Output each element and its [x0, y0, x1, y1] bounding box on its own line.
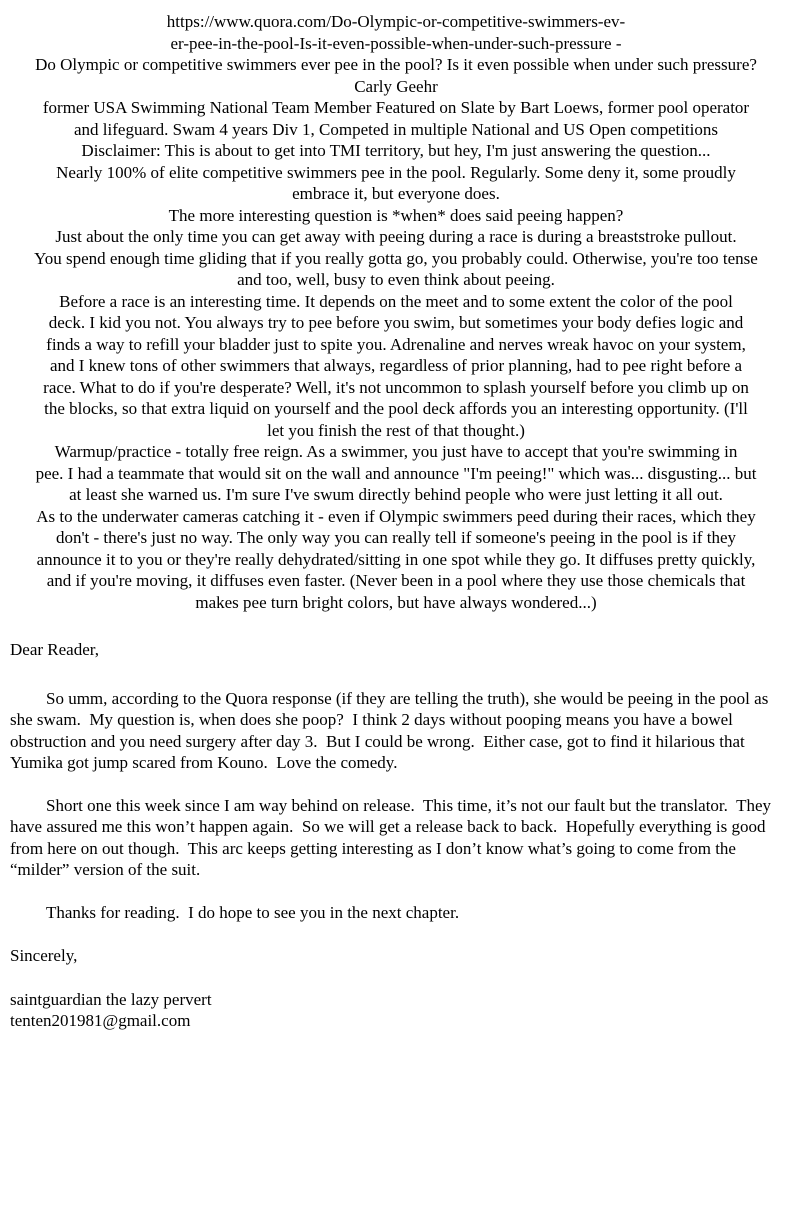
quote-body-line: at least she warned us. I'm sure I've swum directly behind people who were just letting it all out. [69, 485, 723, 504]
quote-body-line: and too, well, busy to even think about peeing. [237, 270, 555, 289]
quote-body-line: deck. I kid you not. You always try to pee before you swim, but sometimes your body defies logic and [48, 313, 744, 332]
quote-body-line: and I knew tons of other swimmers that always, regardless of prior planning, had to pee right before a [49, 356, 743, 375]
quote-body-line: let you finish the rest of that thought.) [267, 420, 525, 440]
signature-name: saintguardian the lazy pervert [10, 989, 212, 1009]
letter-paragraph-reaction: So umm, according to the Quora response (if they are telling the truth), she would be peeing in the pool as she swam. My question is, when does she poop? I think 2 days without pooping means you have a bowel obstruction and you need surgery after day 3. But I could be wrong. Either case, got to find it hilarious that Yumika got jump scared from Kouno. Love the comedy. [10, 688, 773, 772]
quote-body-line: Warmup/practice - totally free reign. As a swimmer, you just have to accept that you're swimming in [54, 442, 738, 461]
quote-body-line: pee. I had a teammate that would sit on the wall and announce "I'm peeing!" which was... disgusting... but [35, 463, 757, 483]
quote-body-line: You spend enough time gliding that if you really gotta go, you probably could. Otherwise, you're too tense [34, 248, 758, 268]
letter-paragraph-thanks: Thanks for reading. I do hope to see you in the next chapter. [46, 902, 460, 922]
quote-body-line: Nearly 100% of elite competitive swimmers pee in the pool. Regularly. Some deny it, some proudly [56, 162, 736, 182]
quote-body-line: Before a race is an interesting time. It depends on the meet and to some extent the color of the pool [59, 291, 733, 311]
quote-author-name: Carly Geehr [354, 76, 438, 96]
signature-email: tenten201981@gmail.com [10, 1011, 191, 1030]
quote-body-line: don't - there's just no way. The only way you can really tell if someone's peeing in the pool is if they [55, 528, 737, 547]
quote-body-line: makes pee turn bright colors, but have always wondered...) [195, 592, 597, 612]
quote-body-line: As to the underwater cameras catching it - even if Olympic swimmers peed during their races, which they [36, 506, 756, 526]
quote-source-url-line-1: https://www.quora.com/Do-Olympic-or-competitive-swimmers-ev- [166, 12, 626, 31]
quote-body-line: The more interesting question is *when* does said peeing happen? [168, 205, 624, 225]
quote-body-line: race. What to do if you're desperate? Well, it's not uncommon to splash yourself before you climb up on [43, 377, 749, 397]
quote-body-line: embrace it, but everyone does. [292, 184, 500, 203]
quote-body-line: finds a way to refill your bladder just to spite you. Adrenaline and nerves wreak havoc on your system, [46, 334, 746, 354]
translator-letter [6, 639, 786, 1032]
quote-body-line: Disclaimer: This is about to get into TMI territory, but hey, I'm just answering the question... [81, 141, 711, 160]
letter-paragraph-release-note: Short one this week since I am way behind on release. This time, it’s not our fault but the translator. They have assured me this won’t happen again. So we will get a release back to back. Hopefully everything is good from here on out though. This arc keeps getting interesting as I don’t know what’s going to come from the “milder” version of the suit. [10, 795, 776, 879]
quote-author-credentials-line-2: and lifeguard. Swam 4 years Div 1, Competed in multiple National and US Open competitions [74, 119, 718, 139]
quora-quote-block [6, 11, 786, 613]
quote-body-line: and if you're moving, it diffuses even faster. (Never been in a pool where they use those chemicals that [46, 571, 746, 590]
quote-body-line: announce it to you or they're really dehydrated/sitting in one spot while they go. It diffuses pretty quickly, [36, 549, 756, 569]
quote-question-title: Do Olympic or competitive swimmers ever pee in the pool? Is it even possible when under such pressure? [35, 55, 757, 74]
quote-body-line: the blocks, so that extra liquid on yourself and the pool deck affords you an interesting opportunity. (I'll [44, 399, 748, 418]
letter-salutation: Dear Reader, [10, 640, 99, 659]
quote-source-url-line-2: er-pee-in-the-pool-Is-it-even-possible-when-under-such-pressure - [170, 33, 622, 53]
quote-body-line: Just about the only time you can get away with peeing during a race is during a breaststroke pullout. [55, 227, 737, 246]
letter-closing: Sincerely, [10, 946, 78, 965]
quote-author-credentials-line-1: former USA Swimming National Team Member Featured on Slate by Bart Loews, former pool operator [42, 98, 750, 117]
